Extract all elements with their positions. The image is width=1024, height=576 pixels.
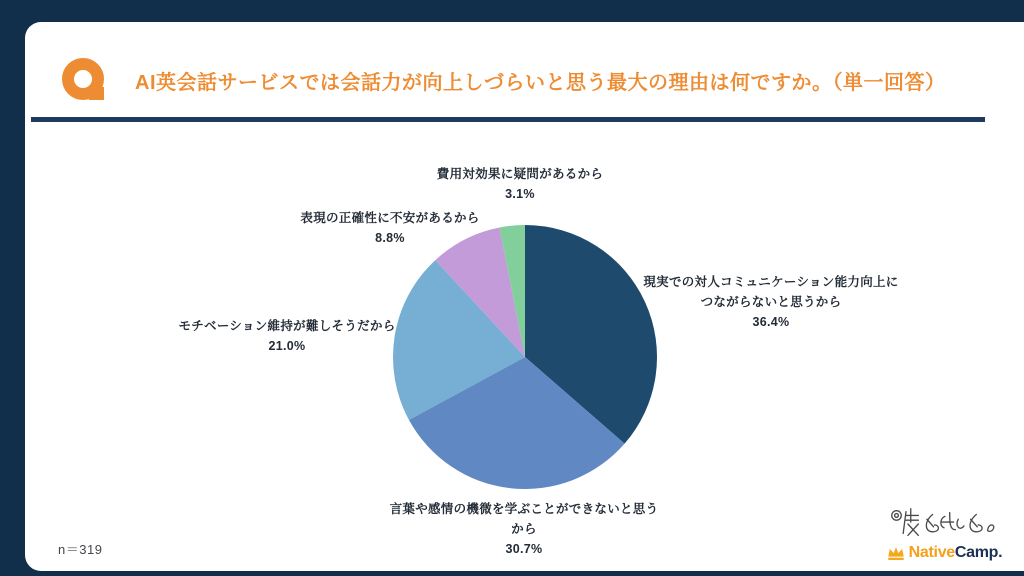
slice-label-text: 費用対効果に疑問があるから xyxy=(436,167,604,181)
slice-label-text: 言葉や感情の機微を学ぶことができないと思うから xyxy=(389,502,659,536)
slice-label-pct: 30.7% xyxy=(505,542,543,556)
slice-label-text: 表現の正確性に不安があるから xyxy=(300,211,480,225)
slice-label-pct: 21.0% xyxy=(268,339,306,353)
slice-label-motivation xyxy=(157,316,417,356)
slice-label-text: モチベーション維持が難しそうだから xyxy=(178,319,396,333)
slice-label-pct: 3.1% xyxy=(505,187,535,201)
sample-size-note: n＝319 xyxy=(58,542,103,557)
slice-label-nuance xyxy=(384,499,664,559)
brand-block xyxy=(884,505,1004,562)
crown-icon xyxy=(886,545,906,562)
slice-label-pct: 36.4% xyxy=(752,315,790,329)
brand-camp: Camp. xyxy=(954,544,1003,561)
slice-label-cost-doubt xyxy=(390,164,650,204)
page-title: AI英会話サービスでは会話力が向上しづらいと思う最大の理由は何ですか。（単一回答） xyxy=(135,72,946,94)
question-badge-icon xyxy=(57,56,113,108)
brand-wordmark xyxy=(909,544,1003,562)
brand-native: Native xyxy=(908,544,955,561)
title-divider xyxy=(31,117,985,122)
pie-chart xyxy=(385,217,665,497)
slice-label-real-communication xyxy=(631,272,911,332)
slice-label-pct: 8.8% xyxy=(375,231,405,245)
nativecamp-logo xyxy=(884,544,1004,562)
pie-chart-svg xyxy=(385,217,665,497)
slice-label-accuracy-worry xyxy=(260,208,520,248)
slice-label-text: つながらないと思うから xyxy=(700,295,842,309)
slice-label-text: 現実での対人コミュニケーション能力向上に xyxy=(643,275,899,289)
boku-to-watashi-to-doodle-icon xyxy=(886,505,1002,543)
